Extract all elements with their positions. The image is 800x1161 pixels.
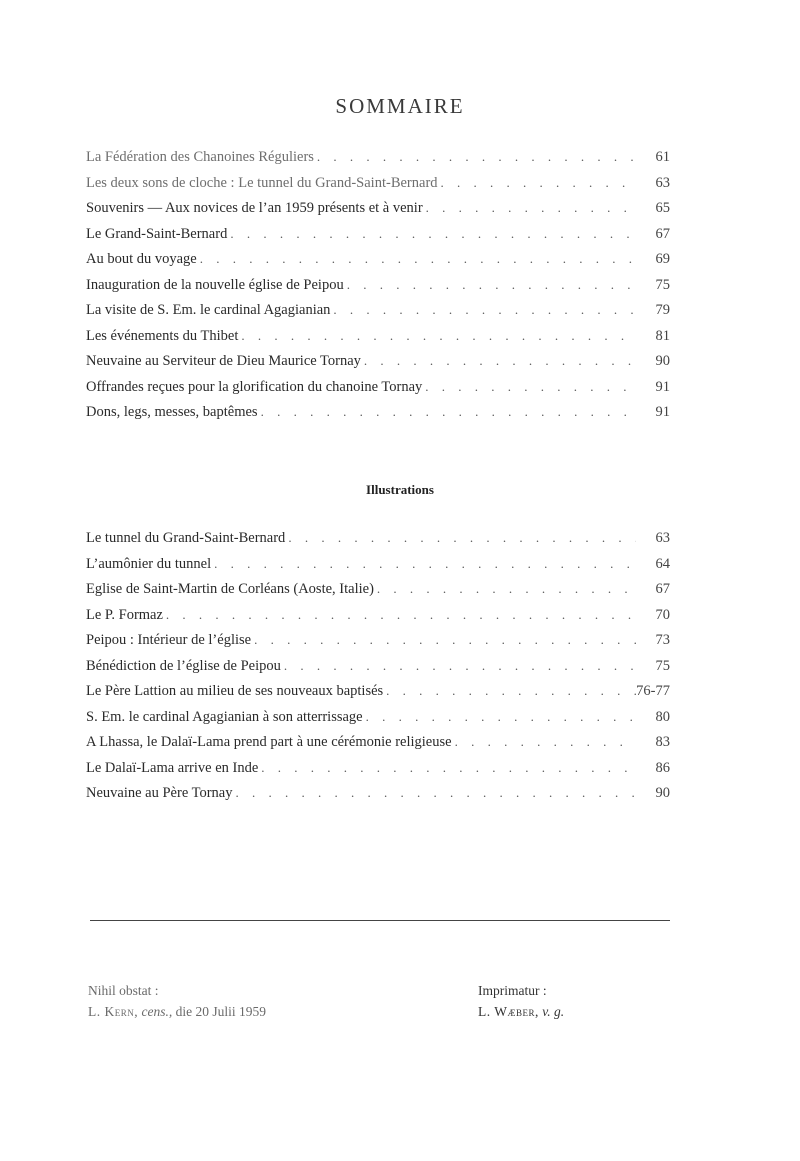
illustration-page: 67 [655, 581, 670, 597]
imprimatur-label: Imprimatur : [478, 983, 547, 998]
leader-dots [426, 198, 636, 218]
illustration-entry [86, 681, 670, 707]
leader-dots [200, 249, 636, 269]
illustration-title: Le tunnel du Grand-Saint-Bernard [86, 530, 286, 546]
leader-dots [261, 758, 636, 778]
leader-dots [425, 377, 636, 397]
nihil-obstat-signature [88, 1001, 266, 1022]
leader-dots [455, 732, 636, 752]
leader-dots [254, 630, 636, 650]
censor-role: cens., [141, 1004, 173, 1019]
illustration-entry [86, 783, 670, 809]
leader-dots [288, 528, 636, 548]
imprimatur-signature [478, 1001, 564, 1022]
toc-entry-page: 69 [655, 251, 670, 267]
toc-entry-title: Offrandes reçues pour la glorification du chanoine Tornay [86, 378, 423, 395]
illustration-page: 86 [655, 759, 670, 776]
illustration-title: S. Em. le cardinal Agagianian à son atterrissage [86, 708, 363, 725]
toc-entry-title: Inauguration de la nouvelle église de Peipou [86, 276, 344, 293]
illustrations-heading: Illustrations [366, 482, 434, 497]
toc-entry-title: La visite de S. Em. le cardinal Agagianian [86, 302, 331, 318]
toc-entry [86, 147, 670, 173]
table-of-contents [86, 147, 670, 428]
illustration-page: 80 [655, 708, 670, 725]
illustration-title: A Lhassa, le Dalaï-Lama prend part à une cérémonie religieuse [86, 734, 452, 750]
vicar-role: v. g. [542, 1004, 565, 1019]
leader-dots [214, 554, 636, 574]
illustration-page: 75 [655, 657, 670, 674]
illustration-page: 83 [655, 734, 670, 750]
illustration-title: Le Père Lattion au milieu de ses nouveaux baptisés [86, 683, 384, 699]
leader-dots [284, 656, 636, 676]
toc-entry-page: 79 [655, 302, 670, 318]
illustration-title: Peipou : Intérieur de l’église [86, 632, 252, 648]
toc-entry-page: 81 [655, 327, 670, 344]
nihil-obstat-label: Nihil obstat : [88, 983, 159, 998]
illustration-title: L’aumônier du tunnel [86, 555, 212, 572]
toc-entry-title: Les événements du Thibet [86, 327, 239, 344]
illustration-page: 73 [655, 632, 670, 648]
illustration-page: 63 [655, 530, 670, 546]
leader-dots [317, 147, 636, 167]
illustration-title: Le Dalaï-Lama arrive en Inde [86, 759, 259, 776]
toc-entry [86, 300, 670, 326]
illustration-page: 64 [655, 555, 670, 572]
illustration-entry [86, 732, 670, 758]
toc-entry-title: Les deux sons de cloche : Le tunnel du Grand-Saint-Bernard [86, 174, 438, 191]
leader-dots [166, 605, 636, 625]
toc-entry-page: 63 [655, 174, 670, 191]
illustration-entry [86, 605, 670, 631]
toc-entry-page: 91 [655, 378, 670, 395]
illustration-title: Neuvaine au Père Tornay [86, 785, 233, 801]
leader-dots [261, 402, 636, 422]
toc-entry-page: 90 [655, 353, 670, 369]
toc-entry [86, 402, 670, 428]
illustration-entry [86, 656, 670, 682]
toc-entry [86, 173, 670, 199]
toc-entry-page: 67 [655, 225, 670, 242]
nihil-obstat-block [88, 980, 266, 1022]
toc-entry-title: Le Grand-Saint-Bernard [86, 225, 228, 242]
leader-dots [241, 326, 636, 346]
illustration-page: 70 [655, 606, 670, 623]
toc-entry [86, 249, 670, 275]
illustration-page: 76-77 [636, 683, 670, 699]
nihil-obstat-date: die 20 Julii 1959 [175, 1004, 266, 1019]
illustration-entry [86, 579, 670, 605]
toc-entry-title: La Fédération des Chanoines Réguliers [86, 149, 314, 165]
illustrations-list [86, 528, 670, 809]
leader-dots [230, 224, 636, 244]
leader-dots [235, 783, 636, 803]
censor-name: L. Kern, [88, 1004, 139, 1019]
page-title: SOMMAIRE [335, 94, 465, 118]
leader-dots [441, 173, 636, 193]
illustration-title: Bénédiction de l’église de Peipou [86, 657, 281, 674]
leader-dots [366, 707, 636, 727]
toc-entry [86, 351, 670, 377]
leader-dots [333, 300, 636, 320]
toc-entry-page: 65 [655, 200, 670, 216]
toc-entry [86, 326, 670, 352]
toc-entry-title: Dons, legs, messes, baptêmes [86, 404, 258, 420]
toc-entry-page: 61 [655, 149, 670, 165]
illustration-entry [86, 707, 670, 733]
toc-entry [86, 275, 670, 301]
toc-entry-title: Neuvaine au Serviteur de Dieu Maurice Tornay [86, 353, 361, 369]
illustration-entry [86, 528, 670, 554]
leader-dots [364, 351, 636, 371]
toc-entry [86, 377, 670, 403]
leader-dots [347, 275, 636, 295]
illustration-title: Eglise de Saint-Martin de Corléans (Aoste, Italie) [86, 581, 374, 597]
toc-entry-page: 75 [655, 276, 670, 293]
toc-entry [86, 224, 670, 250]
toc-entry-page: 91 [655, 404, 670, 420]
leader-dots [377, 579, 636, 599]
illustration-title: Le P. Formaz [86, 606, 163, 623]
divider [90, 920, 670, 921]
imprimatur-block [478, 980, 564, 1022]
illustration-entry [86, 630, 670, 656]
toc-entry-title: Au bout du voyage [86, 251, 197, 267]
leader-dots [386, 681, 636, 701]
vicar-name: L. Wæber, [478, 1004, 539, 1019]
illustration-page: 90 [655, 785, 670, 801]
toc-entry-title: Souvenirs — Aux novices de l’an 1959 présents et à venir [86, 200, 423, 216]
illustration-entry [86, 554, 670, 580]
illustration-entry [86, 758, 670, 784]
toc-entry [86, 198, 670, 224]
